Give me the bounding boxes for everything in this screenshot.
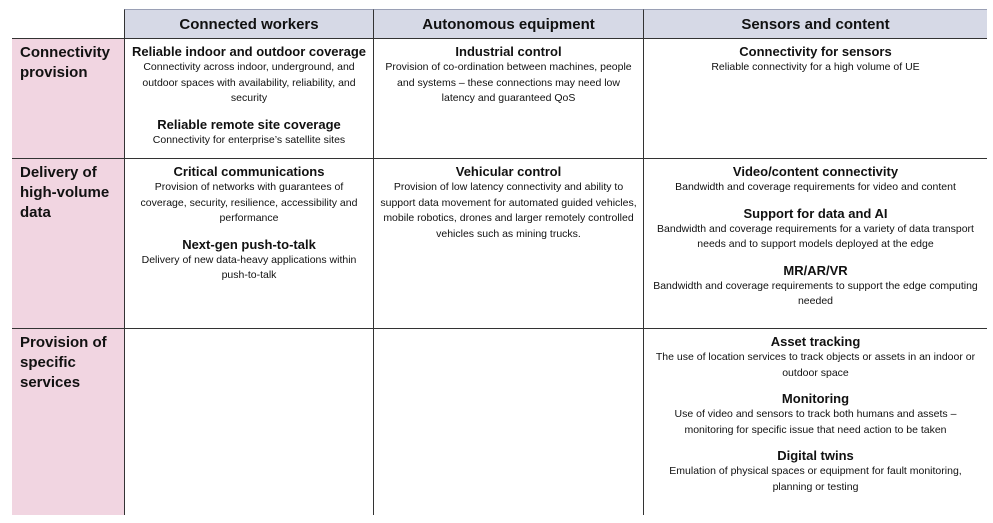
use-case-title: MR/AR/VR	[783, 262, 848, 278]
cell-r1-c0	[124, 158, 373, 328]
use-case-matrix	[12, 9, 987, 515]
use-case-title: Support for data and AI	[743, 205, 888, 221]
use-case-description: Connectivity across indoor, underground, and outdoor spaces with availability, reliability, and security	[142, 61, 356, 104]
use-case-description: Bandwidth and coverage requirements to support the edge computing needed	[653, 279, 978, 307]
use-case-title: Video/content connectivity	[732, 164, 899, 179]
cell-r1-c1	[373, 158, 643, 328]
use-case-title: Connectivity for sensors	[739, 44, 892, 59]
use-case-title: Monitoring	[781, 391, 850, 406]
use-case-item	[131, 116, 367, 149]
use-case-description: Provision of networks with guarantees of coverage, security, resilience, accessibility and performance	[140, 181, 358, 224]
use-case-item	[650, 43, 981, 76]
use-case-item	[650, 262, 981, 310]
use-case-description: Emulation of physical spaces or equipment for fault monitoring, planning or testing	[669, 465, 962, 493]
use-case-description: Bandwidth and coverage requirements for a variety of data transport needs and to support models deployed at the edge	[657, 222, 974, 250]
use-case-title: Next-gen push-to-talk	[182, 236, 316, 252]
use-case-title: Industrial control	[455, 44, 562, 59]
use-case-item	[131, 163, 367, 227]
use-case-description: Provision of co-ordination between machines, people and systems – these connections may need low latency and guaranteed QoS	[385, 61, 632, 104]
use-case-item	[131, 43, 367, 107]
cell-r1-c2	[643, 158, 987, 328]
column-header-autonomous-equipment: Autonomous equipment	[373, 9, 643, 38]
cell-r2-c0	[124, 328, 373, 515]
use-case-title: Vehicular control	[455, 164, 562, 179]
cell-r0-c2	[643, 38, 987, 158]
use-case-title: Digital twins	[777, 448, 854, 463]
use-case-description: Use of video and sensors to track both humans and assets – monitoring for specific issue that need action to be taken	[674, 408, 957, 436]
use-case-title: Reliable indoor and outdoor coverage	[131, 44, 367, 59]
cell-r2-c2	[643, 328, 987, 515]
use-case-description: Delivery of new data-heavy applications within push-to-talk	[141, 253, 357, 281]
use-case-item	[650, 205, 981, 253]
cell-r2-c1	[373, 328, 643, 515]
use-case-item	[131, 236, 367, 284]
row-header-delivery-of-high-volume-data: Delivery of high-volume data	[12, 158, 124, 328]
use-case-item	[650, 333, 981, 381]
use-case-item	[380, 43, 637, 107]
use-case-description: Connectivity for enterprise’s satellite sites	[152, 133, 346, 146]
cell-r0-c0	[124, 38, 373, 158]
use-case-title: Critical communications	[173, 164, 325, 179]
use-case-item	[650, 390, 981, 438]
use-case-item	[650, 447, 981, 495]
use-case-item	[650, 163, 981, 196]
corner-cell	[12, 9, 124, 38]
column-header-connected-workers: Connected workers	[124, 9, 373, 38]
cell-r0-c1	[373, 38, 643, 158]
column-header-sensors-and-content: Sensors and content	[643, 9, 987, 38]
use-case-item	[380, 163, 637, 242]
use-case-title: Asset tracking	[770, 334, 861, 349]
use-case-title: Reliable remote site coverage	[157, 116, 341, 132]
row-header-connectivity-provision: Connectivity provision	[12, 38, 124, 158]
row-header-provision-of-specific-services: Provision of specific services	[12, 328, 124, 515]
use-case-description: Reliable connectivity for a high volume of UE	[711, 61, 920, 73]
use-case-description: The use of location services to track objects or assets in an indoor or outdoor space	[655, 351, 976, 379]
use-case-description: Bandwidth and coverage requirements for video and content	[675, 181, 956, 193]
use-case-description: Provision of low latency connectivity and ability to support data movement for automated guided vehicles, mobile robotics, drones and larger remotely controlled vehicles such as mining trucks.	[380, 181, 637, 240]
